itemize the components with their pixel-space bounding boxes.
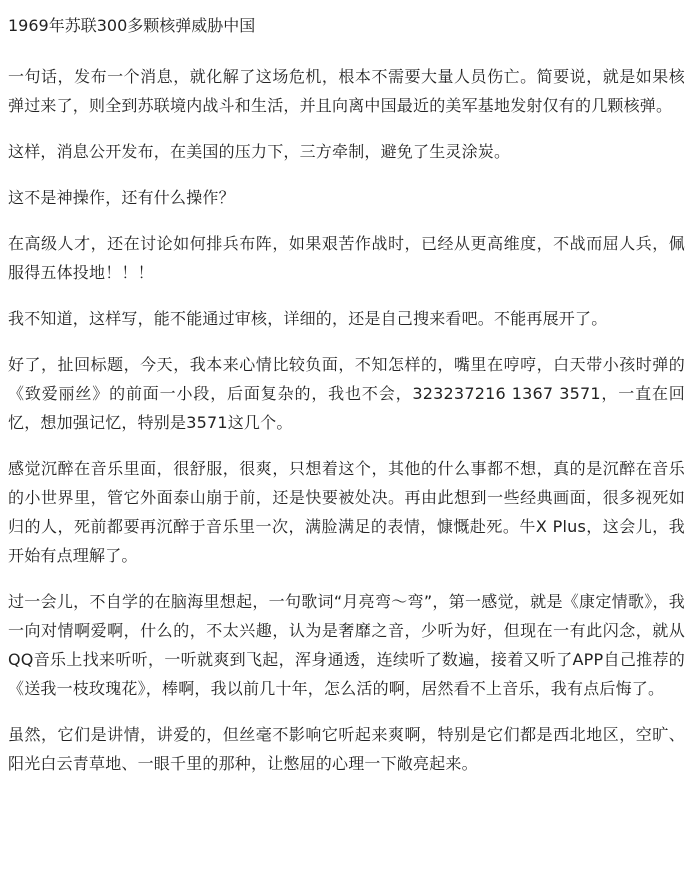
article-title: 1969年苏联300多颗核弹威胁中国: [8, 16, 256, 35]
paragraph-6: 好了，扯回标题，今天，我本来心情比较负面，不知怎样的，嘴里在哼哼，白天带小孩时弹的《致爱丽丝》的前面一小段，后面复杂的，我也不会，323237216 1367 3571，一直在回忆，想加强记忆，特别是3571这几个。: [8, 355, 685, 432]
paragraph-1: 一句话，发布一个消息，就化解了这场危机，根本不需要大量人员伤亡。简要说，就是如果核弹过来了，则全到苏联境内战斗和生活，并且向离中国最近的美军基地发射仅有的几颗核弹。: [8, 67, 685, 115]
paragraph-9: 虽然，它们是讲情，讲爱的，但丝毫不影响它听起来爽啊，特别是它们都是西北地区，空旷、阳光白云青草地、一眼千里的那种，让憋屈的心理一下敞亮起来。: [8, 725, 685, 773]
paragraph-2: 这样，消息公开发布，在美国的压力下，三方牵制，避免了生灵涂炭。: [8, 142, 511, 161]
paragraph-4: 在高级人才，还在讨论如何排兵布阵，如果艰苦作战时，已经从更高维度，不战而屈人兵，佩服得五体投地！！！: [8, 234, 685, 282]
paragraph-5: 我不知道，这样写，能不能通过审核，详细的，还是自己搜来看吧。不能再展开了。: [8, 309, 608, 328]
paragraph-8: 过一会儿，不自学的在脑海里想起，一句歌词“月亮弯～弯”，第一感觉，就是《康定情歌》，我一向对情啊爱啊，什么的，不太兴趣，认为是奢靡之音，少听为好，但现在一有此闪念，就从QQ音乐上找来听听，一听就爽到飞起，浑身通透，连续听了数遍，接着又听了APP自己推荐的《送我一枝玫瑰花》，棒啊，我以前几十年，怎么活的啊，居然看不上音乐，我有点后悔了。: [8, 592, 685, 698]
paragraph-3: 这不是神操作，还有什么操作？: [8, 188, 235, 207]
paragraph-7: 感觉沉醉在音乐里面，很舒服，很爽，只想着这个，其他的什么事都不想，真的是沉醉在音乐的小世界里，管它外面泰山崩于前，还是快要被处决。再由此想到一些经典画面，很多视死如归的人，死前都要再沉醉于音乐里一次，满脸满足的表情，慷慨赴死。牛X Plus，这会儿，我开始有点理解了。: [8, 459, 685, 565]
